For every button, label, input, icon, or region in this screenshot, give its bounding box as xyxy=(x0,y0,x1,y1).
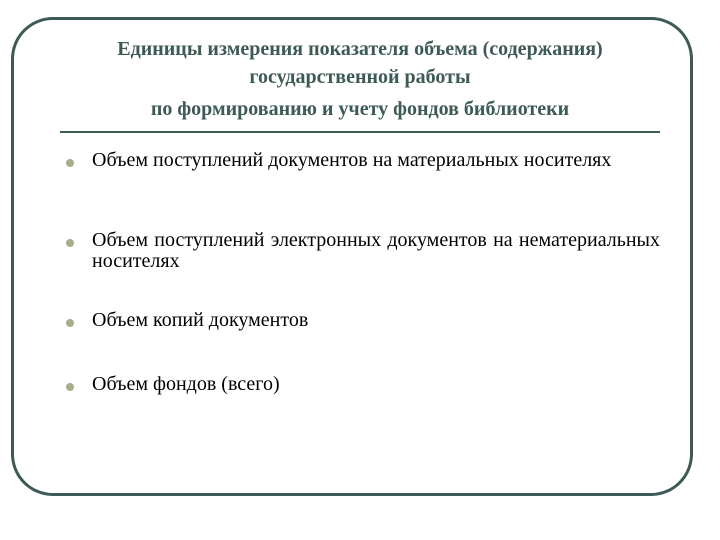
title-line-1: Единицы измерения показателя объема (содержания) xyxy=(117,38,603,60)
bullet-icon xyxy=(66,159,74,167)
bullet-item xyxy=(60,230,660,286)
bullet-text: Объем поступлений документов на материальных носителях xyxy=(92,149,612,171)
title-line-2: государственной работы xyxy=(249,66,471,88)
bullet-item xyxy=(60,374,660,402)
bullet-item xyxy=(60,150,660,206)
bullet-list xyxy=(60,150,660,438)
bullet-text: Объем поступлений электронных документов на нематериальных носителях xyxy=(92,229,660,272)
bullet-icon xyxy=(66,319,74,327)
bullet-text: Объем копий документов xyxy=(92,309,309,331)
bullet-icon xyxy=(66,239,74,247)
title-divider xyxy=(60,131,660,133)
bullet-icon xyxy=(66,383,74,391)
bullet-item xyxy=(60,310,660,338)
title-line-3: по формированию и учету фондов библиотеки xyxy=(150,98,570,120)
bullet-text: Объем фондов (всего) xyxy=(92,373,280,395)
slide-title xyxy=(40,35,680,123)
